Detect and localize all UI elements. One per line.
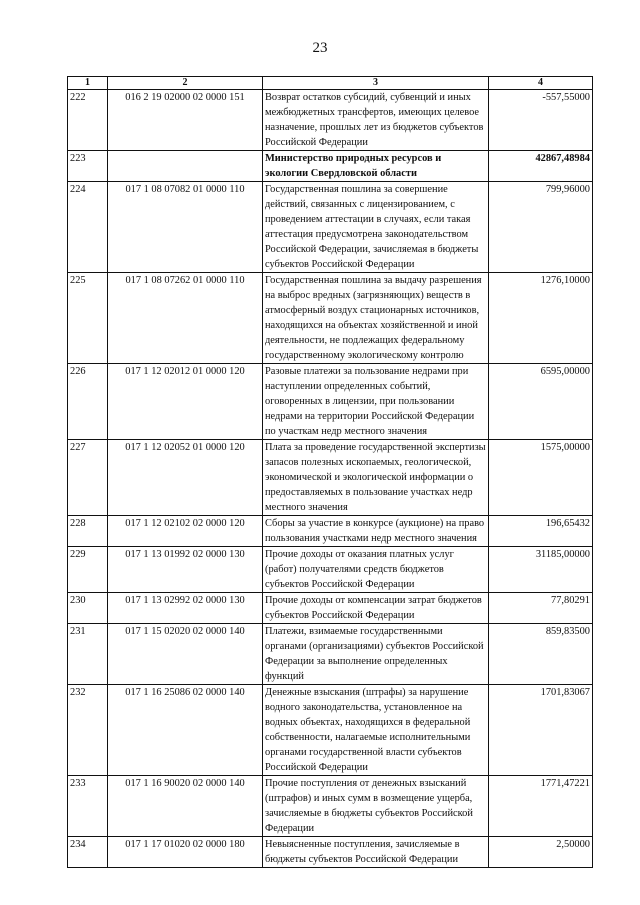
budget-code: 017 1 16 90020 02 0000 140	[108, 776, 263, 837]
row-number: 227	[68, 440, 108, 516]
table-row	[68, 440, 593, 516]
row-number: 225	[68, 273, 108, 364]
row-number: 232	[68, 685, 108, 776]
budget-code: 017 1 13 02992 02 0000 130	[108, 593, 263, 624]
table-row	[68, 516, 593, 547]
budget-code	[108, 151, 263, 182]
row-description: Министерство природных ресурсов и экологии Свердловской области	[263, 151, 489, 182]
budget-code: 017 1 12 02052 01 0000 120	[108, 440, 263, 516]
row-amount: 31185,00000	[489, 547, 593, 593]
row-number: 222	[68, 90, 108, 151]
row-amount: 196,65432	[489, 516, 593, 547]
table-row	[68, 90, 593, 151]
row-number: 229	[68, 547, 108, 593]
row-amount: 77,80291	[489, 593, 593, 624]
row-description: Прочие доходы от компенсации затрат бюджетов субъектов Российской Федерации	[263, 593, 489, 624]
table-row	[68, 364, 593, 440]
budget-code: 017 1 13 01992 02 0000 130	[108, 547, 263, 593]
row-amount: -557,55000	[489, 90, 593, 151]
table-header-row	[68, 77, 593, 90]
table-row	[68, 547, 593, 593]
budget-code: 017 1 08 07082 01 0000 110	[108, 182, 263, 273]
row-amount: 859,83500	[489, 624, 593, 685]
row-number: 226	[68, 364, 108, 440]
table-row	[68, 624, 593, 685]
row-number: 224	[68, 182, 108, 273]
table-row	[68, 593, 593, 624]
row-description: Платежи, взимаемые государственными органами (организациями) субъектов Российской Федерации за выполнение определенных функций	[263, 624, 489, 685]
revenue-table	[67, 76, 593, 868]
row-description: Прочие доходы от оказания платных услуг (работ) получателями средств бюджетов субъектов Российской Федерации	[263, 547, 489, 593]
column-header-number: 1	[68, 77, 108, 90]
row-amount: 1771,47221	[489, 776, 593, 837]
page-number: 23	[312, 40, 328, 56]
column-header-code: 2	[108, 77, 263, 90]
row-amount: 799,96000	[489, 182, 593, 273]
row-number: 231	[68, 624, 108, 685]
budget-code: 017 1 08 07262 01 0000 110	[108, 273, 263, 364]
budget-code: 017 1 15 02020 02 0000 140	[108, 624, 263, 685]
row-description: Государственная пошлина за совершение действий, связанных с лицензированием, с проведением аттестации в случаях, если такая аттестация предусмотрена законодательством Российской Федерации, зачисляемая в бюджеты субъектов Российской Федерации	[263, 182, 489, 273]
row-description: Возврат остатков субсидий, субвенций и иных межбюджетных трансфертов, имеющих целевое назначение, прошлых лет из бюджетов субъектов Российской Федерации	[263, 90, 489, 151]
row-amount: 6595,00000	[489, 364, 593, 440]
table-row	[68, 685, 593, 776]
row-number: 228	[68, 516, 108, 547]
row-number: 230	[68, 593, 108, 624]
budget-code: 017 1 12 02102 02 0000 120	[108, 516, 263, 547]
table-row	[68, 273, 593, 364]
budget-code: 016 2 19 02000 02 0000 151	[108, 90, 263, 151]
row-description: Сборы за участие в конкурсе (аукционе) на право пользования участками недр местного значения	[263, 516, 489, 547]
row-description: Разовые платежи за пользование недрами при наступлении определенных событий, оговоренных в лицензии, при пользовании недрами на территории Российской Федерации по участкам недр местного значения	[263, 364, 489, 440]
row-description: Невыясненные поступления, зачисляемые в бюджеты субъектов Российской Федерации	[263, 837, 489, 868]
row-description: Денежные взыскания (штрафы) за нарушение водного законодательства, установленное на водных объектах, находящихся в федеральной собственности, налагаемые исполнительными органами государственной власти субъектов Российской Федерации	[263, 685, 489, 776]
row-amount: 1276,10000	[489, 273, 593, 364]
row-amount: 1575,00000	[489, 440, 593, 516]
row-amount: 1701,83067	[489, 685, 593, 776]
column-header-amount: 4	[489, 77, 593, 90]
row-number: 223	[68, 151, 108, 182]
budget-code: 017 1 17 01020 02 0000 180	[108, 837, 263, 868]
row-amount: 42867,48984	[489, 151, 593, 182]
row-description: Государственная пошлина за выдачу разрешения на выброс вредных (загрязняющих) веществ в атмосферный воздух стационарных источников, находящихся на объектах хозяйственной и иной деятельности, не подлежащих федеральному государственному экологическому контролю	[263, 273, 489, 364]
column-header-description: 3	[263, 77, 489, 90]
budget-code: 017 1 12 02012 01 0000 120	[108, 364, 263, 440]
row-number: 233	[68, 776, 108, 837]
table-row	[68, 776, 593, 837]
row-amount: 2,50000	[489, 837, 593, 868]
row-description: Прочие поступления от денежных взысканий (штрафов) и иных сумм в возмещение ущерба, зачисляемые в бюджеты субъектов Российской Федерации	[263, 776, 489, 837]
table-row	[68, 837, 593, 868]
row-number: 234	[68, 837, 108, 868]
budget-code: 017 1 16 25086 02 0000 140	[108, 685, 263, 776]
row-description: Плата за проведение государственной экспертизы запасов полезных ископаемых, геологической, экономической и экологической информации о предоставляемых в пользование участках недр местного значения	[263, 440, 489, 516]
table-row	[68, 182, 593, 273]
table-row	[68, 151, 593, 182]
table-body	[68, 90, 593, 868]
